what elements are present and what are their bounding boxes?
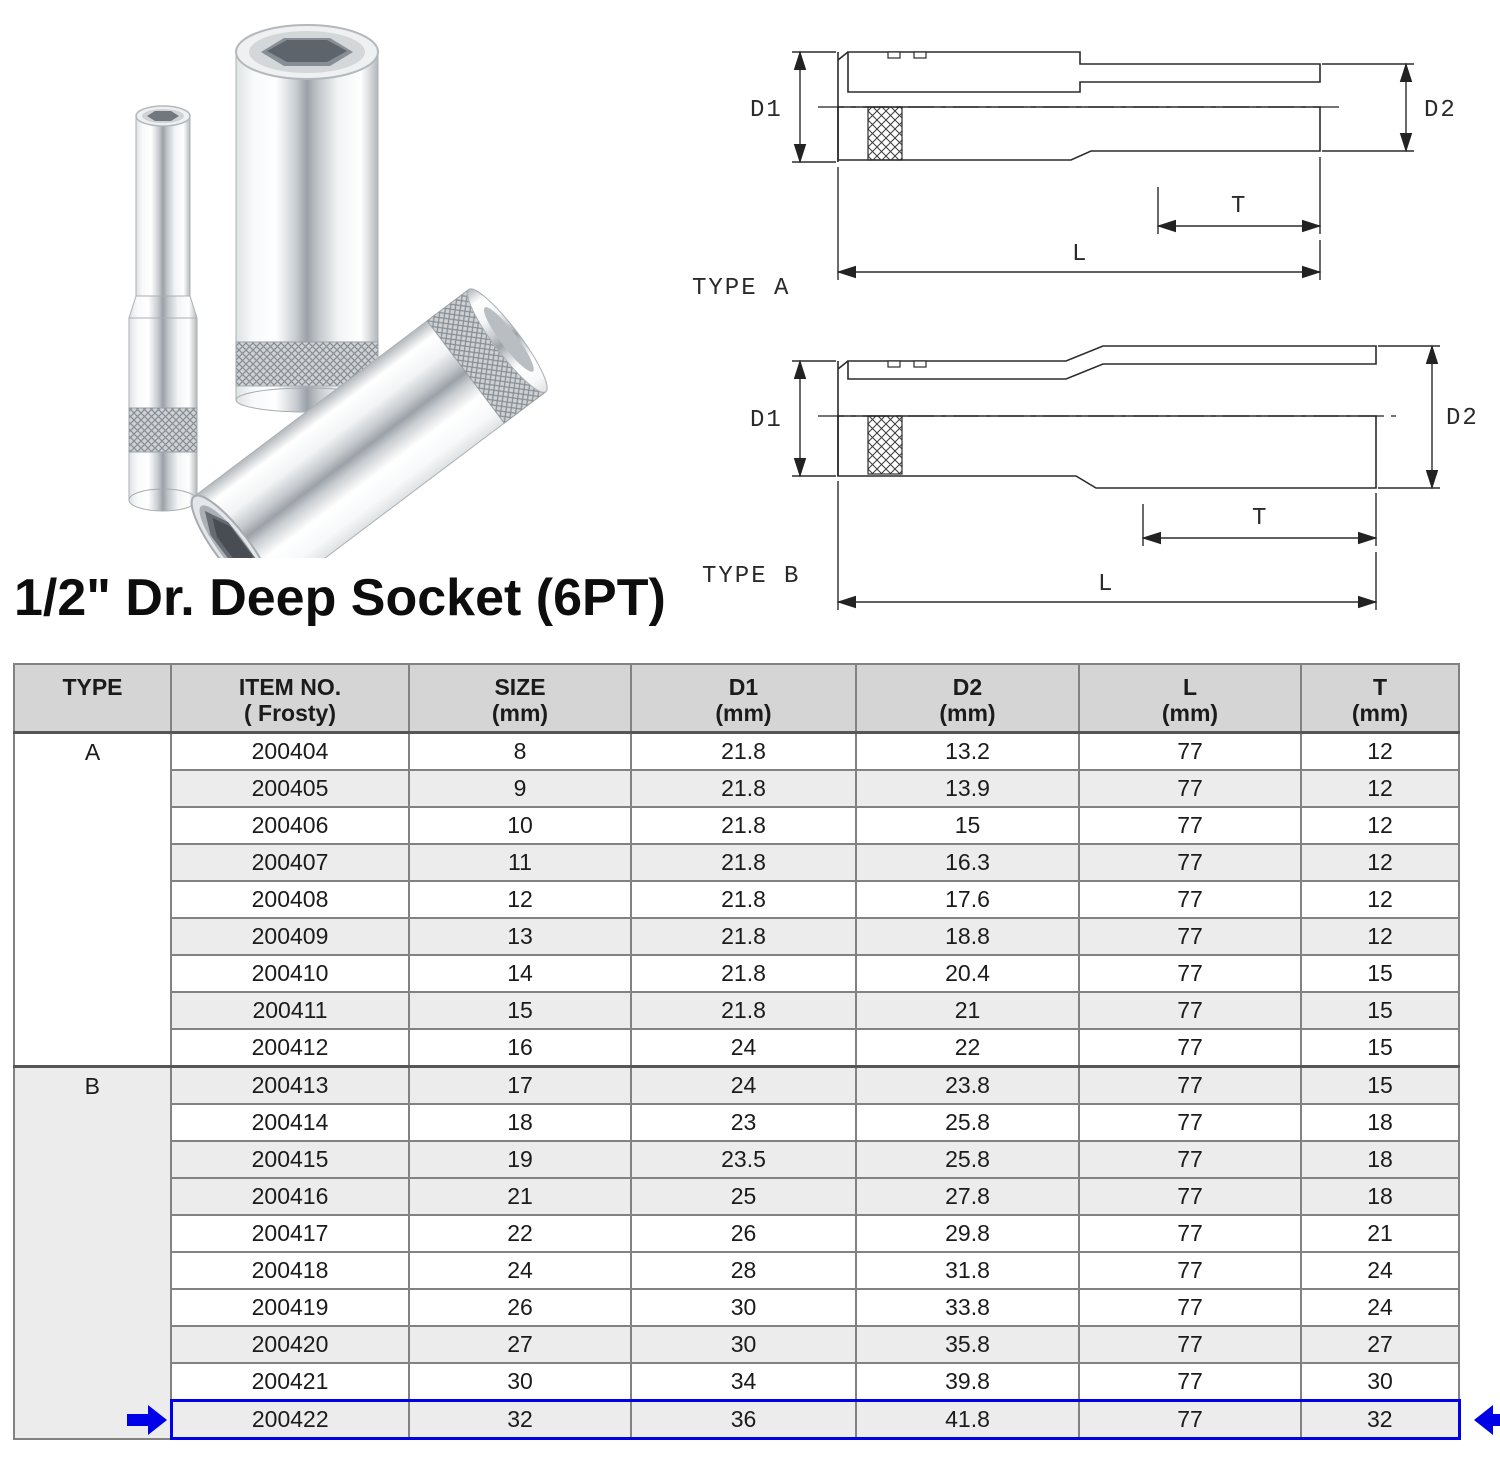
table-row [14, 1178, 1459, 1215]
type-a-t-label: T [1231, 193, 1248, 220]
cell-l: 77 [1079, 955, 1301, 992]
spec-table [13, 663, 1461, 1440]
cell-item: 200408 [171, 881, 409, 918]
col-header-item: ITEM NO. ( Frosty) [171, 664, 409, 733]
cell-l: 77 [1079, 881, 1301, 918]
table-row [14, 1326, 1459, 1363]
cell-item: 200406 [171, 807, 409, 844]
type-b-d1-label: D1 [750, 407, 783, 434]
col-header-t: T (mm) [1301, 664, 1459, 733]
table-row [14, 1215, 1459, 1252]
cell-t: 15 [1301, 992, 1459, 1029]
product-photo [8, 0, 658, 558]
cell-l: 77 [1079, 1363, 1301, 1401]
cell-d1: 24 [631, 1067, 856, 1105]
type-a-d2-label: D2 [1424, 97, 1457, 124]
cell-l: 77 [1079, 770, 1301, 807]
cell-l: 77 [1079, 918, 1301, 955]
table-row [14, 918, 1459, 955]
cell-t: 12 [1301, 918, 1459, 955]
cell-size: 8 [409, 733, 631, 771]
cell-item: 200412 [171, 1029, 409, 1067]
cell-size: 12 [409, 881, 631, 918]
knurl-band [868, 416, 902, 474]
cell-d2: 20.4 [856, 955, 1079, 992]
cell-item: 200416 [171, 1178, 409, 1215]
type-group-cell: B [14, 1067, 171, 1439]
knurl-band [868, 107, 902, 160]
cell-item: 200411 [171, 992, 409, 1029]
cell-d1: 21.8 [631, 881, 856, 918]
cell-t: 21 [1301, 1215, 1459, 1252]
cell-t: 30 [1301, 1363, 1459, 1401]
cell-d1: 30 [631, 1326, 856, 1363]
cell-t: 15 [1301, 1067, 1459, 1105]
type-b-d2-label: D2 [1446, 405, 1479, 432]
cell-size: 27 [409, 1326, 631, 1363]
cell-d2: 17.6 [856, 881, 1079, 918]
table-row [14, 807, 1459, 844]
table-row [14, 992, 1459, 1029]
table-row [14, 1289, 1459, 1326]
col-header-d2: D2 (mm) [856, 664, 1079, 733]
col-header-l: L (mm) [1079, 664, 1301, 733]
type-a-l-label: L [1072, 241, 1089, 268]
highlight-arrow-left [127, 1403, 167, 1437]
table-row [14, 1141, 1459, 1178]
cell-size: 30 [409, 1363, 631, 1401]
table-row [14, 1363, 1459, 1401]
cell-l: 77 [1079, 1141, 1301, 1178]
cell-d1: 26 [631, 1215, 856, 1252]
cell-item: 200405 [171, 770, 409, 807]
cell-item: 200419 [171, 1289, 409, 1326]
cell-d1: 21.8 [631, 918, 856, 955]
cell-item: 200404 [171, 733, 409, 771]
cell-t: 12 [1301, 733, 1459, 771]
col-header-type: TYPE [14, 664, 171, 733]
cell-d2: 33.8 [856, 1289, 1079, 1326]
type-b-label: TYPE B [702, 563, 801, 590]
cell-d1: 34 [631, 1363, 856, 1401]
cell-d2: 22 [856, 1029, 1079, 1067]
cell-d1: 21.8 [631, 955, 856, 992]
cell-d2: 35.8 [856, 1326, 1079, 1363]
type-b-l-label: L [1098, 571, 1115, 598]
cell-d1: 21.8 [631, 844, 856, 881]
cell-item: 200410 [171, 955, 409, 992]
cell-t: 24 [1301, 1252, 1459, 1289]
cell-item: 200418 [171, 1252, 409, 1289]
cell-l: 77 [1079, 1215, 1301, 1252]
cell-d2: 25.8 [856, 1141, 1079, 1178]
spec-table-header-row [14, 664, 1459, 733]
cell-d2: 18.8 [856, 918, 1079, 955]
page-title: 1/2" Dr. Deep Socket (6PT) [14, 569, 666, 627]
spec-table-body [14, 733, 1459, 1439]
cell-item: 200417 [171, 1215, 409, 1252]
cell-d1: 23 [631, 1104, 856, 1141]
cell-l: 77 [1079, 844, 1301, 881]
cell-size: 11 [409, 844, 631, 881]
table-row [14, 770, 1459, 807]
cell-d2: 25.8 [856, 1104, 1079, 1141]
cell-t: 18 [1301, 1104, 1459, 1141]
cell-item: 200413 [171, 1067, 409, 1105]
cell-t: 15 [1301, 1029, 1459, 1067]
cell-d1: 21.8 [631, 807, 856, 844]
cell-l: 77 [1079, 1178, 1301, 1215]
cell-l: 77 [1079, 992, 1301, 1029]
cell-size: 9 [409, 770, 631, 807]
type-b-drawing [688, 316, 1498, 646]
type-a-label: TYPE A [692, 275, 791, 302]
table-row [14, 733, 1459, 771]
cell-size: 10 [409, 807, 631, 844]
cell-d1: 21.8 [631, 733, 856, 771]
table-row [14, 1029, 1459, 1067]
table-row [14, 1252, 1459, 1289]
type-a-d1-label: D1 [750, 97, 783, 124]
cell-l: 77 [1079, 1104, 1301, 1141]
type-group-cell: A [14, 733, 171, 1067]
cell-d1: 30 [631, 1289, 856, 1326]
cell-d2: 13.2 [856, 733, 1079, 771]
socket-large [236, 25, 378, 412]
cell-t: 18 [1301, 1141, 1459, 1178]
cell-l: 77 [1079, 733, 1301, 771]
cell-t: 12 [1301, 807, 1459, 844]
cell-l: 77 [1079, 1029, 1301, 1067]
highlight-arrow-right [1474, 1403, 1500, 1437]
table-row [14, 955, 1459, 992]
socket-small [129, 106, 197, 511]
cell-t: 12 [1301, 770, 1459, 807]
cell-size: 15 [409, 992, 631, 1029]
cell-item: 200421 [171, 1363, 409, 1401]
spec-table-wrap [13, 663, 1458, 1440]
cell-size: 13 [409, 918, 631, 955]
cell-t: 18 [1301, 1178, 1459, 1215]
cell-size: 26 [409, 1289, 631, 1326]
cell-item: 200420 [171, 1326, 409, 1363]
table-row [14, 1401, 1459, 1439]
cell-size: 16 [409, 1029, 631, 1067]
cell-l: 77 [1079, 1067, 1301, 1105]
type-a-drawing [688, 12, 1498, 312]
cell-size: 19 [409, 1141, 631, 1178]
col-header-d1: D1 (mm) [631, 664, 856, 733]
cell-l: 77 [1079, 807, 1301, 844]
cell-item: 200409 [171, 918, 409, 955]
cell-d1: 21.8 [631, 770, 856, 807]
table-row [14, 1104, 1459, 1141]
cell-item: 200414 [171, 1104, 409, 1141]
type-b-t-label: T [1252, 505, 1269, 532]
cell-d2: 29.8 [856, 1215, 1079, 1252]
cell-d2: 31.8 [856, 1252, 1079, 1289]
cell-d2: 15 [856, 807, 1079, 844]
cell-d2: 23.8 [856, 1067, 1079, 1105]
cell-l: 77 [1079, 1401, 1301, 1439]
cell-size: 14 [409, 955, 631, 992]
cell-d2: 13.9 [856, 770, 1079, 807]
cell-t: 32 [1301, 1401, 1459, 1439]
cell-t: 15 [1301, 955, 1459, 992]
cell-size: 24 [409, 1252, 631, 1289]
cell-t: 12 [1301, 881, 1459, 918]
cell-size: 21 [409, 1178, 631, 1215]
cell-d1: 24 [631, 1029, 856, 1067]
cell-size: 32 [409, 1401, 631, 1439]
cell-t: 27 [1301, 1326, 1459, 1363]
table-row [14, 1067, 1459, 1105]
cell-d1: 21.8 [631, 992, 856, 1029]
cell-t: 24 [1301, 1289, 1459, 1326]
cell-item: 200415 [171, 1141, 409, 1178]
cell-size: 22 [409, 1215, 631, 1252]
cell-l: 77 [1079, 1252, 1301, 1289]
table-row [14, 881, 1459, 918]
cell-l: 77 [1079, 1326, 1301, 1363]
cell-d2: 16.3 [856, 844, 1079, 881]
cell-size: 18 [409, 1104, 631, 1141]
cell-d2: 39.8 [856, 1363, 1079, 1401]
cell-item: 200407 [171, 844, 409, 881]
cell-l: 77 [1079, 1289, 1301, 1326]
cell-d2: 21 [856, 992, 1079, 1029]
col-header-size: SIZE (mm) [409, 664, 631, 733]
cell-d1: 23.5 [631, 1141, 856, 1178]
cell-size: 17 [409, 1067, 631, 1105]
cell-d1: 25 [631, 1178, 856, 1215]
cell-item: 200422 [171, 1401, 409, 1439]
cell-d2: 41.8 [856, 1401, 1079, 1439]
cell-t: 12 [1301, 844, 1459, 881]
cell-d2: 27.8 [856, 1178, 1079, 1215]
cell-d1: 28 [631, 1252, 856, 1289]
cell-d1: 36 [631, 1401, 856, 1439]
table-row [14, 844, 1459, 881]
